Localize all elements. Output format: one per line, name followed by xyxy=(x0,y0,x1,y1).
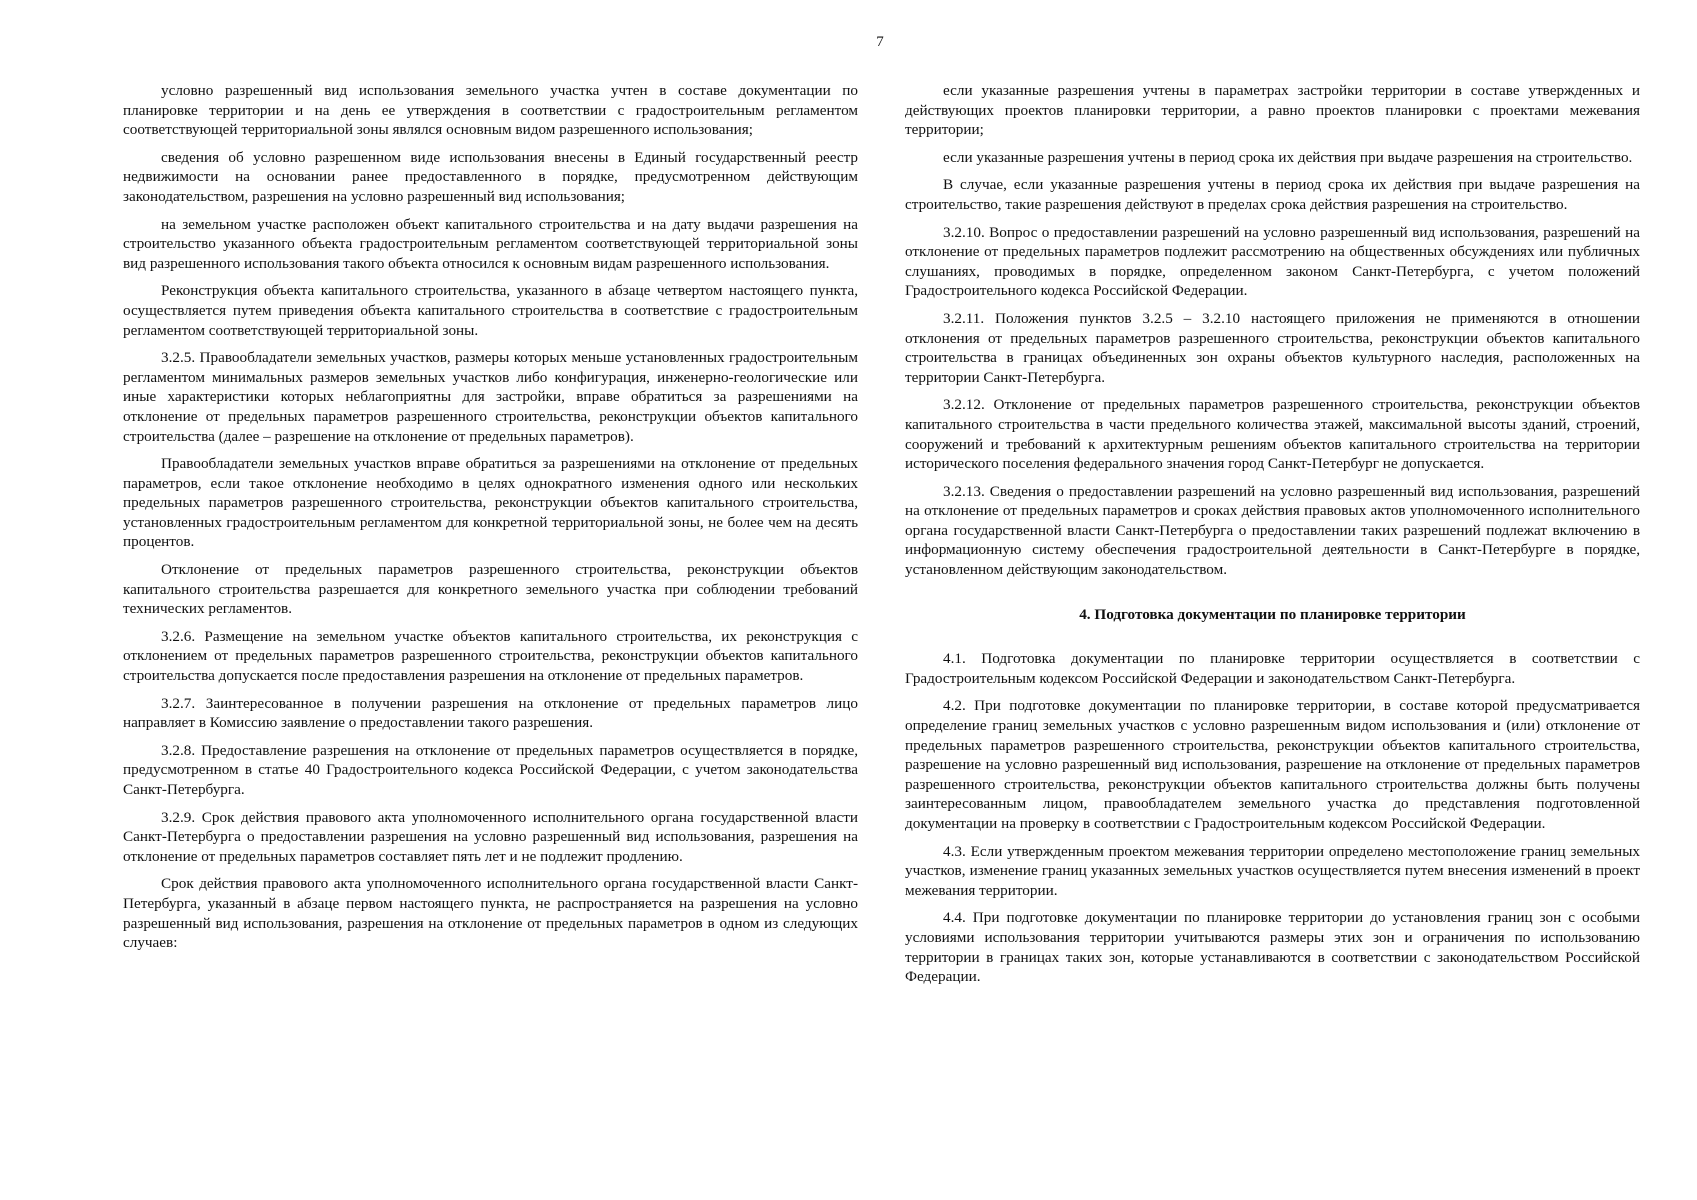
paragraph: сведения об условно разрешенном виде использования внесены в Единый государственный реестр недвижимости на основании ранее предоставленного в порядке, предусмотренном действующим законодательством, разрешения на условно разрешенный вид использования; xyxy=(123,148,858,205)
paragraph: 4.4. При подготовке документации по планировке территории до установления границ зон с особыми условиями использования территории учитываются размеры этих зон и ограничения по использованию территории в границах таких зон, которые устанавливаются в соответствии с законодательством Российской Федерации. xyxy=(905,909,1640,986)
paragraph: условно разрешенный вид использования земельного участка учтен в составе документации по планировке территории и на день ее утверждения в соответствии с градостроительным регламентом соответствующей территориальной зоны являлся основным видом разрешенного использования; xyxy=(123,82,858,139)
paragraph: 3.2.6. Размещение на земельном участке объектов капитального строительства, их реконструкция с отклонением от предельных параметров разрешенного строительства, реконструкции объектов капитального строительства допускается после предоставления разрешения на отклонение от предельных параметров. xyxy=(123,627,858,685)
paragraph: 3.2.10. Вопрос о предоставлении разрешений на условно разрешенный вид использования, разрешений на отклонение от предельных параметров подлежит рассмотрению на общественных обсуждениях или публичных слушаниях, проводимых в порядке, определенном законом Санкт-Петербурга, с учетом положений Градостроительного кодекса Российской Федерации. xyxy=(905,223,1640,300)
paragraph: Отклонение от предельных параметров разрешенного строительства, реконструкции объектов капитального строительства разрешается для конкретного земельного участка при соблюдении требований технических регламентов. xyxy=(123,561,858,618)
paragraph: если указанные разрешения учтены в параметрах застройки территории в составе утвержденных и действующих проектов планировки территории, а равно проектов планировки с проектами межевания территории; xyxy=(905,82,1640,139)
paragraph: 3.2.5. Правообладатели земельных участков, размеры которых меньше установленных градостроительным регламентом минимальных размеров земельных участков либо конфигурация, инженерно-геологические или иные характеристики которых неблагоприятны для застройки, вправе обратиться за разрешениями на отклонение от предельных параметров разрешенного строительства, реконструкции объектов капитального строительства (далее – разрешение на отклонение от предельных параметров). xyxy=(123,349,858,445)
paragraph: на земельном участке расположен объект капитального строительства и на дату выдачи разрешения на строительство указанного объекта градостроительным регламентом соответствующей территориальной зоны вид разрешенного использования такого объекта относился к основным видам разрешенного использования. xyxy=(123,215,858,272)
left-column xyxy=(123,81,858,961)
paragraph: если указанные разрешения учтены в период срока их действия при выдаче разрешения на строительство. xyxy=(943,148,1633,166)
paragraph: В случае, если указанные разрешения учтены в период срока их действия при выдаче разрешения на строительство, такие разрешения действуют в пределах срока действия разрешения на строительство. xyxy=(905,176,1640,213)
paragraph: 3.2.12. Отклонение от предельных параметров разрешенного строительства, реконструкции объектов капитального строительства в части предельного количества этажей, максимальной высоты зданий, строений, сооружений и требований к архитектурным решениям объектов капитального строительства на территории исторического поселения федерального значения город Санкт-Петербург не допускается. xyxy=(905,396,1640,473)
right-column xyxy=(905,81,1640,995)
paragraph: 3.2.11. Положения пунктов 3.2.5 – 3.2.10 настоящего приложения не применяются в отношении отклонения от предельных параметров разрешенного строительства, реконструкции объектов капитального строительства в границах объединенных зон охраны объектов культурного наследия, расположенных на территории Санкт-Петербурга. xyxy=(905,309,1640,386)
paragraph: Срок действия правового акта уполномоченного исполнительного органа государственной власти Санкт-Петербурга, указанный в абзаце первом настоящего пункта, не распространяется на разрешения на условно разрешенный вид использования, разрешения на отклонение от предельных параметров в одном из следующих случаев: xyxy=(123,875,858,952)
page-number: 7 xyxy=(876,34,884,50)
paragraph: 4.2. При подготовке документации по планировке территории, в составе которой предусматривается определение границ земельных участков с условно разрешенным видом использования и (или) отклонение от предельных параметров разрешенного строительства, реконструкции объектов капитального строительства, разрешение на условно разрешенный вид использования, разрешение на отклонение от предельных параметров разрешенного строительства, реконструкции объектов капитального строительства должны быть получены заинтересованным лицом, правообладателем земельного участка до представления подготовленной документации на проверку в соответствии с Градостроительным кодексом Российской Федерации. xyxy=(905,697,1640,832)
section-heading: 4. Подготовка документации по планировке территории xyxy=(1079,605,1466,623)
paragraph: Правообладатели земельных участков вправе обратиться за разрешениями на отклонение от предельных параметров, если такое отклонение необходимо в целях однократного изменения одного или нескольких предельных параметров разрешенного строительства, реконструкции объектов капитального строительства, установленных градостроительным регламентом для конкретной территориальной зоны, не более чем на десять процентов. xyxy=(123,455,858,551)
paragraph: 3.2.9. Срок действия правового акта уполномоченного исполнительного органа государственной власти Санкт-Петербурга о предоставлении разрешения на условно разрешенный вид использования, разрешения на отклонение от предельных параметров составляет пять лет и не подлежит продлению. xyxy=(123,808,858,865)
paragraph: 3.2.13. Сведения о предоставлении разрешений на условно разрешенный вид использования, разрешений на отклонение от предельных параметров и сроках действия правовых актов уполномоченного исполнительного органа государственной власти Санкт-Петербурга о предоставлении таких разрешений подлежат включению в информационную систему обеспечения градостроительной деятельности в Санкт-Петербурге в порядке, установленном действующим законодательством. xyxy=(905,482,1640,579)
paragraph: 4.3. Если утвержденным проектом межевания территории определено местоположение границ земельных участков, изменение границ указанных земельных участков осуществляется путем внесения изменений в проект межевания территории. xyxy=(905,842,1640,899)
paragraph: 3.2.7. Заинтересованное в получении разрешения на отклонение от предельных параметров лицо направляет в Комиссию заявление о предоставлении такого разрешения. xyxy=(123,694,858,732)
paragraph: Реконструкция объекта капитального строительства, указанного в абзаце четвертом настоящего пункта, осуществляется путем приведения объекта капитального строительства в соответствие с градостроительным регламентом соответствующей территориальной зоны. xyxy=(123,282,858,339)
paragraph: 4.1. Подготовка документации по планировке территории осуществляется в соответствии с Градостроительным кодексом Российской Федерации и законодательством Санкт-Петербурга. xyxy=(905,650,1640,687)
paragraph: 3.2.8. Предоставление разрешения на отклонение от предельных параметров осуществляется в порядке, предусмотренном в статье 40 Градостроительного кодекса Российской Федерации, с учетом законодательства Санкт-Петербурга. xyxy=(123,741,858,798)
